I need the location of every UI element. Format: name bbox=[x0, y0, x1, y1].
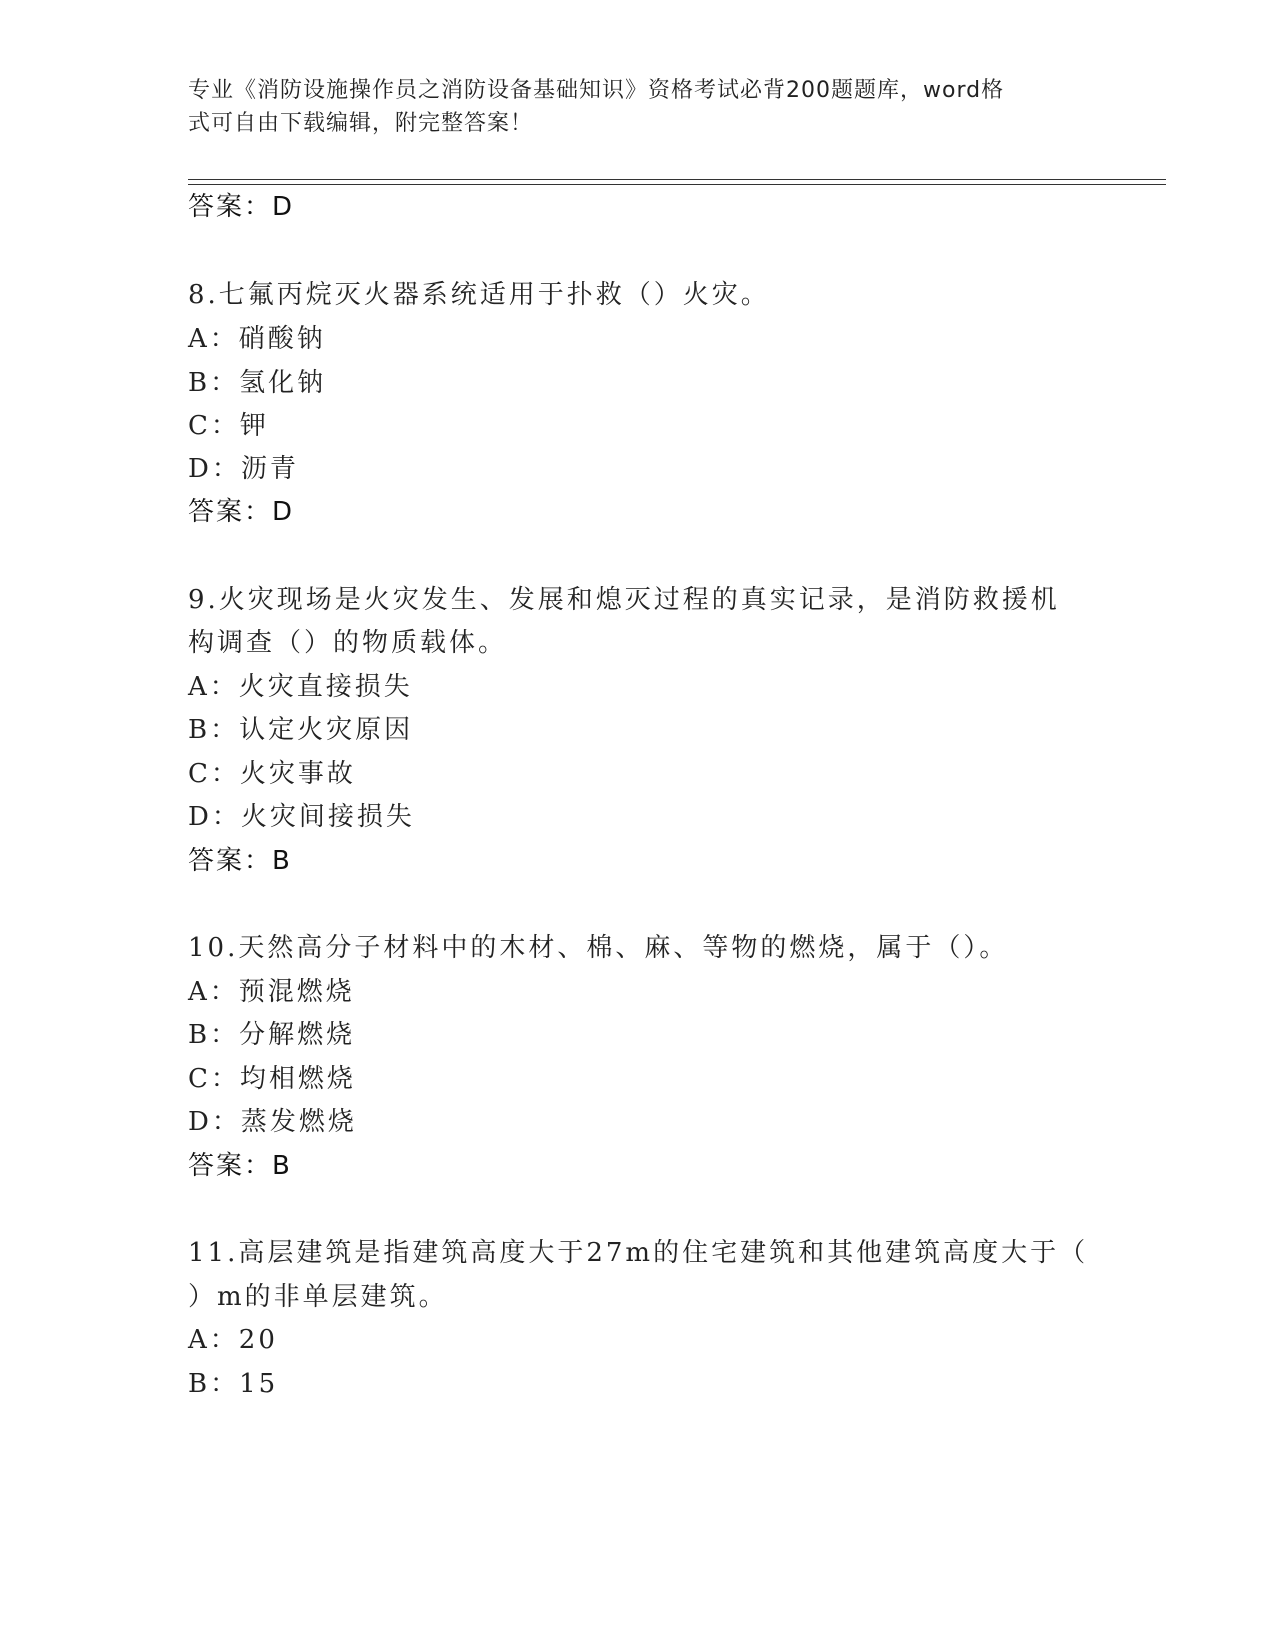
question-stem: 10.天然高分子材料中的木材、棉、麻、等物的燃烧，属于（）。 bbox=[188, 933, 1009, 963]
header-divider bbox=[188, 184, 1166, 185]
question-stem-continued: 构调查（）的物质载体。 bbox=[188, 628, 508, 658]
answer-line: 答案：D bbox=[188, 192, 295, 222]
question-stem: 9.火灾现场是火灾发生、发展和熄灭过程的真实记录，是消防救援机 bbox=[188, 585, 1060, 615]
header-line-1: 专业《消防设施操作员之消防设备基础知识》资格考试必背200题题库，word格 bbox=[188, 78, 1005, 103]
option-a: A：预混燃烧 bbox=[188, 977, 355, 1007]
answer-line: 答案：B bbox=[188, 846, 292, 876]
option-c: C：钾 bbox=[188, 411, 269, 441]
header-divider bbox=[188, 179, 1166, 180]
question-stem: 11.高层建筑是指建筑高度大于27m的住宅建筑和其他建筑高度大于（ bbox=[188, 1238, 1089, 1268]
header-line-2: 式可自由下载编辑，附完整答案！ bbox=[188, 111, 534, 136]
option-d: D：火灾间接损失 bbox=[188, 802, 415, 832]
option-b: B：认定火灾原因 bbox=[188, 715, 414, 745]
option-a: A：20 bbox=[188, 1325, 278, 1355]
document-header bbox=[188, 74, 1088, 140]
answer-line: 答案：B bbox=[188, 1151, 292, 1181]
option-c: C：均相燃烧 bbox=[188, 1064, 356, 1094]
option-d: D：蒸发燃烧 bbox=[188, 1107, 357, 1137]
option-b: B：分解燃烧 bbox=[188, 1020, 356, 1050]
option-a: A：硝酸钠 bbox=[188, 324, 326, 354]
option-b: B：15 bbox=[188, 1369, 279, 1399]
question-stem: 8.七氟丙烷灭火器系统适用于扑救（）火灾。 bbox=[188, 280, 770, 310]
option-b: B：氢化钠 bbox=[188, 368, 327, 398]
answer-line: 答案：D bbox=[188, 497, 295, 527]
question-stem-continued: ）m的非单层建筑。 bbox=[188, 1282, 448, 1312]
option-d: D：沥青 bbox=[188, 454, 299, 484]
option-a: A：火灾直接损失 bbox=[188, 672, 413, 702]
option-c: C：火灾事故 bbox=[188, 759, 356, 789]
